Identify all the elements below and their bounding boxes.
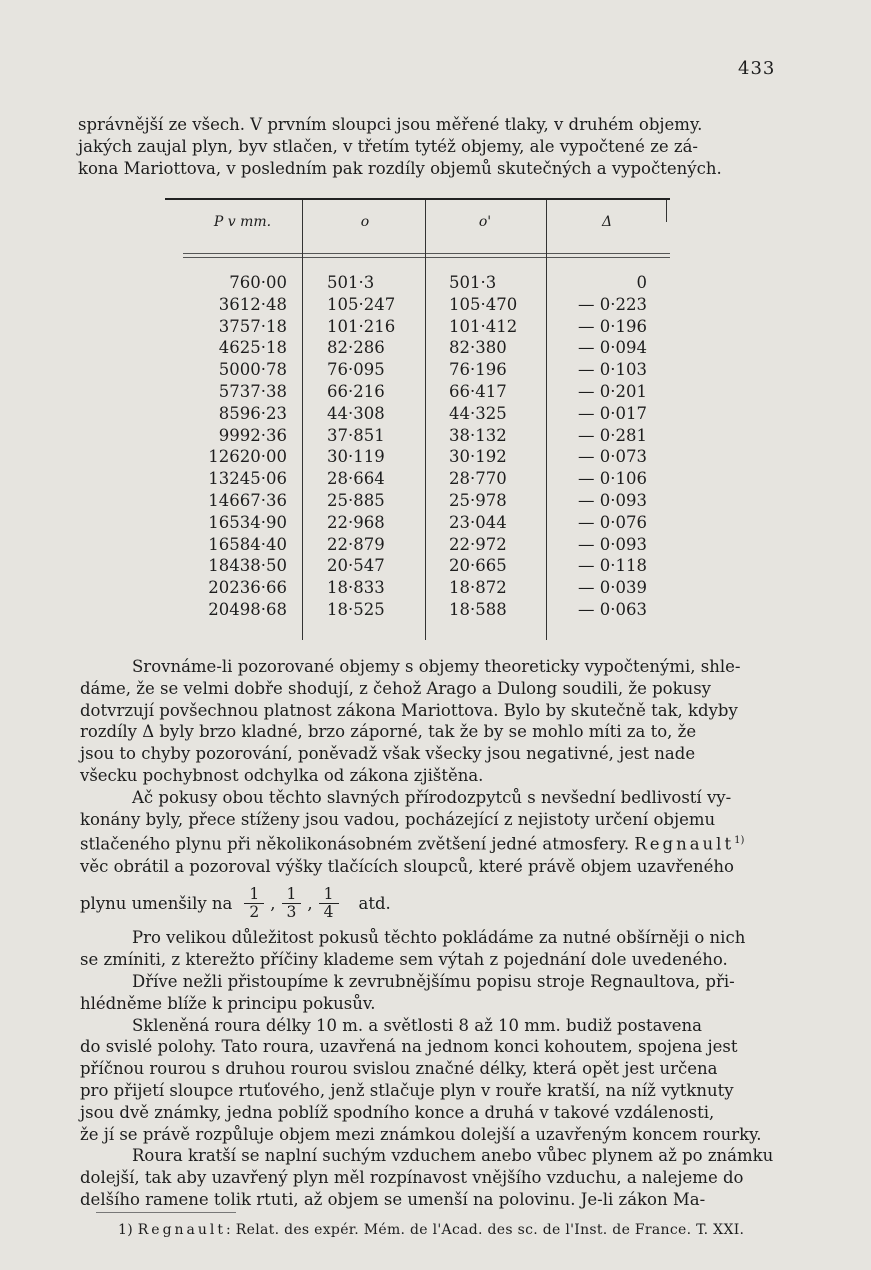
table-cell: 22·968 bbox=[327, 512, 385, 532]
table-cell: 28·664 bbox=[327, 469, 385, 489]
table-cell: 20236·66 bbox=[208, 578, 287, 598]
paragraph-1 bbox=[80, 656, 780, 787]
column-divider bbox=[425, 200, 426, 640]
intro-line: správnější ze všech. V prvním sloupci jsou měřené tlaky, v druhém objemy. bbox=[78, 115, 703, 134]
text-line: Srovnáme-li pozorované objemy s objemy theoreticky vypočtenými, shle- bbox=[132, 657, 741, 676]
paragraph-2 bbox=[80, 787, 780, 928]
table-cell: 22·879 bbox=[327, 534, 385, 554]
text-line: dáme, že se velmi dobře shodují, z čehož Arago a Dulong soudili, že pokusy bbox=[80, 678, 711, 698]
table-cell: 0 bbox=[636, 273, 647, 292]
text-line: věc obrátil a pozoroval výšky tlačících sloupců, které právě objem uzavřeného bbox=[80, 856, 734, 876]
table-cell: 66·216 bbox=[327, 381, 385, 401]
footnote-rule bbox=[96, 1212, 236, 1213]
text-line: jsou dvě známky, jedna poblíž spodního konce a druhá v takové vzdálenosti, bbox=[80, 1102, 715, 1122]
table-cell: 82·380 bbox=[449, 338, 507, 358]
table-cell: 5737·38 bbox=[218, 381, 287, 401]
fraction-quarter bbox=[319, 886, 339, 921]
text-line: pro přijetí sloupce rtuťového, jenž stlačuje plyn v rouře kratší, na níž vytknuty bbox=[80, 1081, 734, 1101]
fraction-numerator: 1 bbox=[319, 886, 339, 904]
intro-paragraph bbox=[78, 114, 778, 180]
text-line: delšího ramene tolik rtuti, až objem se umenší na polovinu. Je-li zákon Ma- bbox=[80, 1190, 706, 1210]
table-cell: 30·119 bbox=[327, 447, 385, 467]
text-line: Pro velikou důležitost pokusů těchto pokládáme za nutné obšírněji o nich bbox=[132, 928, 746, 948]
table-cell: 76·196 bbox=[449, 360, 507, 380]
table-cell: 501·3 bbox=[449, 273, 497, 292]
table-cell: 8596·23 bbox=[218, 403, 287, 423]
text-fragment: stlačeného plynu při několikonásobném zvětšení jedné atmosfery. bbox=[80, 834, 630, 854]
table-header-rule bbox=[183, 257, 670, 258]
text-line: jsou to chyby pozorování, poněvadž však všecky jsou negativné, jest nade bbox=[80, 744, 696, 764]
column-divider bbox=[666, 200, 667, 222]
paragraph-3 bbox=[80, 927, 780, 971]
fraction-numerator: 1 bbox=[282, 886, 302, 904]
text-line: konány byly, přece stíženy jsou vadou, pocházející z nejistoty určení objemu bbox=[80, 809, 716, 829]
header-volume-measured: o bbox=[360, 214, 370, 230]
table-cell: 38·132 bbox=[449, 425, 507, 445]
footnote bbox=[118, 1222, 744, 1238]
table-top-rule bbox=[165, 198, 670, 200]
measurement-table bbox=[165, 198, 670, 640]
table-cell: — 0·201 bbox=[578, 381, 647, 401]
table-cell: — 0·076 bbox=[578, 512, 647, 532]
table-cell: 22·972 bbox=[449, 534, 507, 554]
body-text bbox=[80, 656, 780, 1211]
table-cell: 20·547 bbox=[327, 556, 385, 576]
fraction-numerator: 1 bbox=[244, 886, 264, 904]
text-line: příčnou rourou s druhou rourou svislou značné délky, která opět jest určena bbox=[80, 1059, 718, 1079]
fraction-third bbox=[282, 886, 302, 921]
table-cell: 23·044 bbox=[449, 512, 507, 532]
column-volume-computed bbox=[449, 272, 529, 621]
table-cell: — 0·094 bbox=[578, 338, 647, 358]
table-cell: 101·216 bbox=[327, 316, 396, 336]
table-header-rule bbox=[183, 253, 670, 254]
text-line: dolejší, tak aby uzavřený plyn měl rozpínavost vnějšího vzduchu, a nalejeme do bbox=[80, 1168, 744, 1188]
table-cell: — 0·039 bbox=[578, 578, 647, 598]
table-cell: — 0·106 bbox=[578, 469, 647, 489]
table-cell: — 0·093 bbox=[578, 534, 647, 554]
fraction-prefix: plynu umenšily na bbox=[80, 893, 233, 913]
table-cell: 18·833 bbox=[327, 578, 385, 598]
header-volume-computed: o' bbox=[478, 214, 492, 230]
table-cell: 37·851 bbox=[327, 425, 385, 445]
table-cell: 18·525 bbox=[327, 599, 385, 619]
table-cell: 76·095 bbox=[327, 360, 385, 380]
column-divider bbox=[546, 200, 547, 640]
table-cell: 14667·36 bbox=[208, 490, 287, 510]
column-delta bbox=[551, 272, 647, 621]
table-cell: 3612·48 bbox=[218, 294, 287, 314]
table-cell: 18·588 bbox=[449, 599, 507, 619]
table-cell: 5000·78 bbox=[218, 360, 287, 380]
table-cell: — 0·196 bbox=[578, 316, 647, 336]
author-name: Regnault bbox=[634, 834, 735, 854]
footnote-mark: 1) bbox=[118, 1222, 133, 1238]
text-line: do svislé polohy. Tato roura, uzavřená na jednom konci kohoutem, spojena jest bbox=[80, 1037, 738, 1057]
fraction-line: plynu umenšily na $\frac{1}{2}$ , $\frac{1}{3}$ , $\frac{1}{4}$ atd. bbox=[80, 884, 391, 921]
page-number: 433 bbox=[738, 58, 776, 79]
table-cell: — 0·223 bbox=[578, 294, 647, 314]
table-cell: — 0·093 bbox=[578, 490, 647, 510]
table-cell: 82·286 bbox=[327, 338, 385, 358]
intro-line: jakých zaujal plyn, byv stlačen, v třetím tytéž objemy, ale vypočtené ze zá- bbox=[78, 137, 698, 156]
footnote-author: Regnault bbox=[137, 1222, 227, 1238]
table-cell: — 0·063 bbox=[578, 599, 647, 619]
table-cell: 25·978 bbox=[449, 490, 507, 510]
fraction-suffix: atd. bbox=[358, 893, 391, 913]
table-cell: — 0·073 bbox=[578, 447, 647, 467]
header-pressure: P v mm. bbox=[213, 214, 272, 230]
table-cell: 760·00 bbox=[229, 273, 287, 292]
column-divider bbox=[302, 200, 303, 640]
table-cell: 9992·36 bbox=[218, 425, 287, 445]
table-cell: 20498·68 bbox=[208, 599, 287, 619]
intro-line: kona Mariottova, v posledním pak rozdíly objemů skutečných a vypočtených. bbox=[78, 159, 722, 178]
table-cell: — 0·118 bbox=[578, 556, 647, 576]
text-line: všecku pochybnost odchylka od zákona zjištěna. bbox=[80, 765, 484, 785]
table-cell: 501·3 bbox=[327, 273, 375, 292]
table-cell: 30·192 bbox=[449, 447, 507, 467]
table-cell: 18·872 bbox=[449, 578, 507, 598]
header-delta: Δ bbox=[601, 214, 613, 230]
fraction-denominator: 4 bbox=[323, 902, 334, 921]
table-cell: 3757·18 bbox=[218, 316, 287, 336]
table-cell: 28·770 bbox=[449, 469, 507, 489]
text-line: hlédněme blíže k principu pokusův. bbox=[80, 993, 376, 1013]
table-cell: — 0·017 bbox=[578, 403, 647, 423]
table-cell: — 0·281 bbox=[578, 425, 647, 445]
text-line: rozdíly Δ byly brzo kladné, brzo záporné, tak že by se mohlo míti za to, že bbox=[80, 722, 697, 742]
table-cell: 101·412 bbox=[449, 316, 518, 336]
table-cell: 4625·18 bbox=[218, 338, 287, 358]
footnote-reference[interactable]: 1) bbox=[734, 835, 745, 847]
text-line bbox=[80, 830, 780, 855]
table-cell: 105·470 bbox=[449, 294, 518, 314]
table-cell: — 0·103 bbox=[578, 360, 647, 380]
fraction-half bbox=[244, 886, 264, 921]
footnote-text: : Relat. des expér. Mém. de l'Acad. des sc. de l'Inst. de France. T. XXI. bbox=[226, 1222, 745, 1238]
text-line: Ač pokusy obou těchto slavných přírodozpytců s nevšední bedlivostí vy- bbox=[132, 787, 732, 807]
table-cell: 16584·40 bbox=[208, 534, 287, 554]
table-cell: 13245·06 bbox=[208, 469, 287, 489]
paragraph-6 bbox=[80, 1145, 780, 1210]
table-cell: 18438·50 bbox=[208, 556, 287, 576]
text-line: Roura kratší se naplní suchým vzduchem anebo vůbec plynem až po známku bbox=[132, 1146, 774, 1166]
table-cell: 12620·00 bbox=[208, 447, 287, 467]
fraction-denominator: 3 bbox=[286, 902, 297, 921]
fraction-denominator: 2 bbox=[249, 902, 260, 921]
table-cell: 66·417 bbox=[449, 381, 507, 401]
text-line: dotvrzují povšechnou platnost zákona Mariottova. Bylo by skutečně tak, kdyby bbox=[80, 700, 738, 720]
paragraph-4 bbox=[80, 971, 780, 1015]
table-cell: 105·247 bbox=[327, 294, 396, 314]
table-cell: 20·665 bbox=[449, 556, 507, 576]
column-pressure bbox=[183, 272, 287, 621]
text-line: že jí se právě rozpůluje objem mezi známkou dolejší a uzavřeným koncem rourky. bbox=[80, 1124, 762, 1144]
table-cell: 25·885 bbox=[327, 490, 385, 510]
table-cell: 44·308 bbox=[327, 403, 385, 423]
table-cell: 16534·90 bbox=[208, 512, 287, 532]
column-volume-measured bbox=[327, 272, 407, 621]
paragraph-5 bbox=[80, 1015, 780, 1146]
table-cell: 44·325 bbox=[449, 403, 507, 423]
text-line: Skleněná roura délky 10 m. a světlosti 8 až 10 mm. budiž postavena bbox=[132, 1015, 702, 1035]
text-line: se zmíniti, z kterežto příčiny klademe sem výtah z pojednání dole uvedeného. bbox=[80, 950, 728, 970]
text-line: Dříve nežli přistoupíme k zevrubnějšímu popisu stroje Regnaultova, při- bbox=[132, 972, 735, 992]
